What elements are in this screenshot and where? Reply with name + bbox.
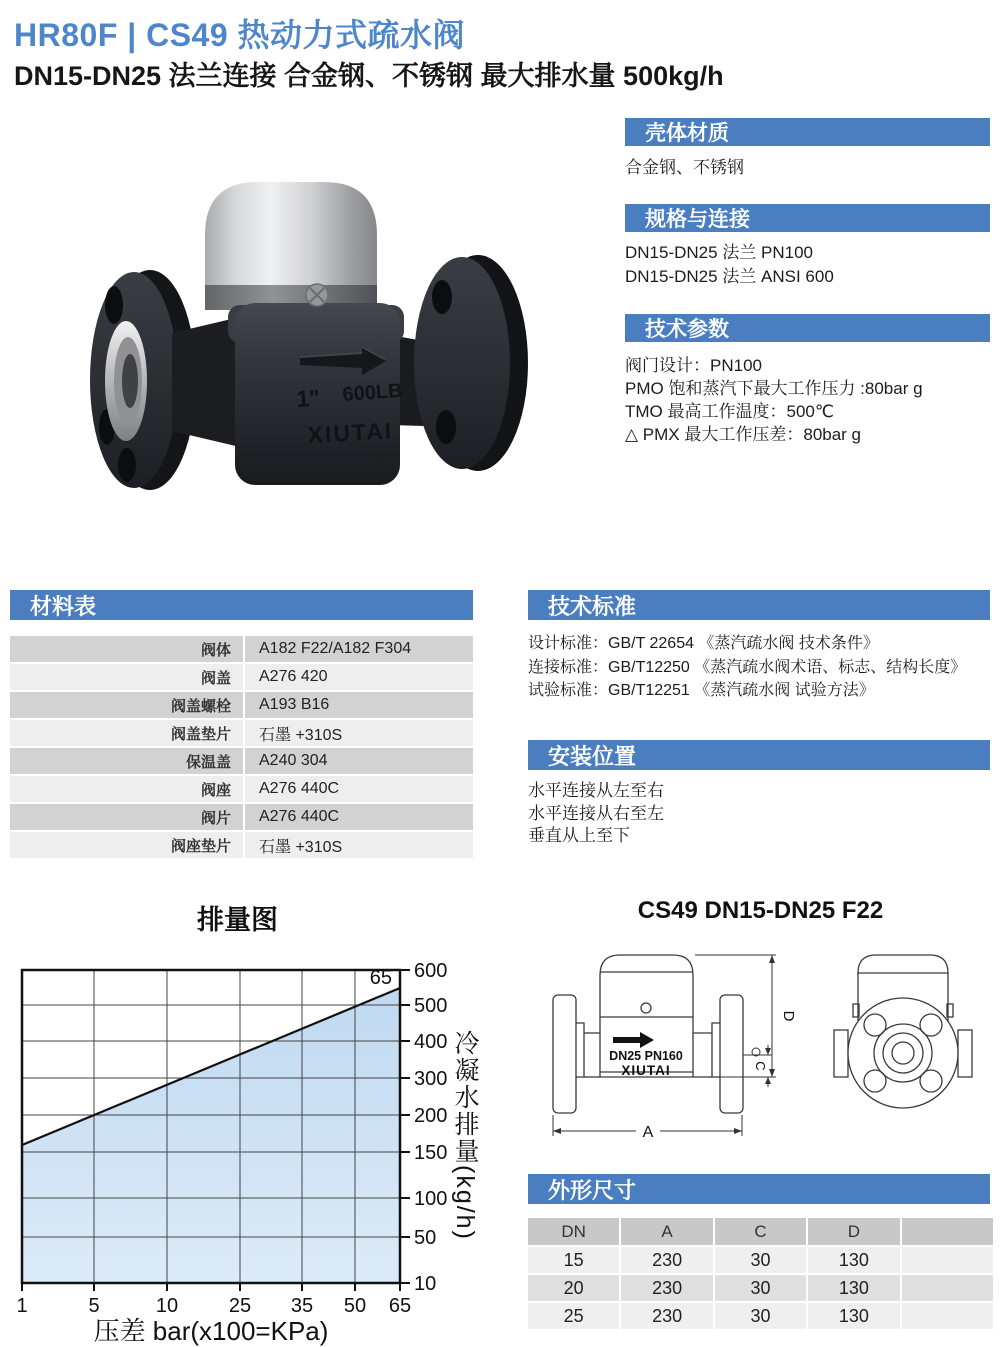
dim-cell bbox=[902, 1247, 993, 1273]
y-tick: 150 bbox=[414, 1142, 448, 1164]
y-tick: 300 bbox=[414, 1068, 448, 1090]
material-part: 保温盖 bbox=[10, 748, 243, 774]
material-spec: A193 B16 bbox=[245, 692, 473, 718]
standard-line: 设计标准：GB/T 22654 《蒸汽疏水阀 技术条件》 bbox=[528, 635, 879, 652]
section-header-shell-material bbox=[625, 118, 990, 146]
section-header-dimensions bbox=[528, 1174, 990, 1204]
install-line: 水平连接从右至左 bbox=[528, 803, 664, 823]
capacity-area bbox=[22, 988, 400, 1283]
dim-cell: 25 bbox=[528, 1303, 619, 1329]
section-header-tech-standards bbox=[528, 590, 990, 620]
material-part: 阀盖 bbox=[10, 664, 243, 690]
x-tick: 35 bbox=[290, 1295, 314, 1317]
y-tick-labels bbox=[414, 960, 447, 1295]
dim-col-header: D bbox=[808, 1218, 899, 1245]
spec-connection-lines bbox=[625, 241, 834, 289]
param-line: △ PMX 最大工作压差：80bar g bbox=[625, 425, 862, 444]
section-header-tech-params bbox=[625, 314, 990, 342]
y-tick: 600 bbox=[414, 960, 448, 982]
dimension-drawing bbox=[528, 938, 995, 1155]
section-header-label: 技术参数 bbox=[645, 318, 729, 341]
y-tick: 500 bbox=[414, 995, 448, 1017]
tech-params-lines bbox=[625, 354, 923, 446]
y-tick: 400 bbox=[414, 1031, 448, 1053]
drawing-body-line1: DN25 PN160 bbox=[609, 1049, 683, 1063]
dim-cell: 15 bbox=[528, 1247, 619, 1273]
dim-cell: 230 bbox=[621, 1247, 712, 1273]
material-spec: 石墨 +310S bbox=[245, 720, 473, 746]
x-tick: 1 bbox=[16, 1295, 28, 1317]
install-line: 水平连接从左至右 bbox=[528, 781, 664, 800]
dim-cell: 130 bbox=[808, 1303, 899, 1329]
marking-brand: XIUTAI bbox=[306, 417, 394, 448]
material-spec: A182 F22/A182 F304 bbox=[245, 636, 473, 662]
right-flange bbox=[414, 255, 528, 471]
material-part: 阀盖螺栓 bbox=[10, 692, 243, 718]
front-view bbox=[553, 955, 743, 1113]
dim-c-label: C bbox=[753, 1061, 768, 1071]
dim-col-header: C bbox=[715, 1218, 806, 1245]
dim-cell: 30 bbox=[715, 1275, 806, 1301]
spec-line: DN15-DN25 法兰 ANSI 600 bbox=[625, 267, 834, 286]
section-header-label: 材料表 bbox=[30, 593, 97, 619]
y-axis-title: 冷凝水排量(kg/h) bbox=[451, 1030, 479, 1241]
discharge-chart bbox=[0, 940, 500, 1347]
dim-cell: 130 bbox=[808, 1275, 899, 1301]
section-header-label: 规格与连接 bbox=[645, 208, 750, 231]
shell-material-lines bbox=[625, 156, 744, 180]
side-view bbox=[834, 955, 972, 1108]
x-tick: 50 bbox=[343, 1295, 367, 1317]
tech-standards-lines bbox=[528, 632, 966, 703]
material-part: 阀座垫片 bbox=[10, 832, 243, 858]
material-spec: A276 440C bbox=[245, 776, 473, 802]
material-part: 阀座 bbox=[10, 776, 243, 802]
dim-cell: 130 bbox=[808, 1247, 899, 1273]
shell-material-line: 合金钢、不锈钢 bbox=[625, 158, 744, 177]
section-header-label: 安装位置 bbox=[548, 743, 637, 769]
drawing-body-line2: XIUTAI bbox=[621, 1063, 671, 1078]
dim-col-header: DN bbox=[528, 1218, 619, 1245]
param-line: 阀门设计：PN100 bbox=[625, 356, 762, 375]
x-tick: 25 bbox=[228, 1295, 252, 1317]
section-header-label: 技术标准 bbox=[548, 593, 637, 619]
param-line: TMO 最高工作温度：500℃ bbox=[625, 402, 834, 421]
dim-col-header: A bbox=[621, 1218, 712, 1245]
dim-a-label: A bbox=[642, 1124, 654, 1141]
dim-d-lines bbox=[695, 955, 776, 1077]
section-header-install-position bbox=[528, 740, 990, 770]
standard-line: 试验标准：GB/T12251 《蒸汽疏水阀 试验方法》 bbox=[528, 682, 875, 699]
y-tick: 10 bbox=[414, 1273, 437, 1295]
material-part: 阀盖垫片 bbox=[10, 720, 243, 746]
flow-arrow bbox=[613, 1032, 654, 1048]
dim-col-header bbox=[902, 1218, 993, 1245]
marking-size: 1" bbox=[295, 384, 321, 412]
product-photo bbox=[50, 135, 540, 535]
chart-title: 排量图 bbox=[197, 905, 278, 935]
dim-cell bbox=[902, 1303, 993, 1329]
y-tick: 100 bbox=[414, 1188, 448, 1210]
section-header-label: 外形尺寸 bbox=[548, 1177, 637, 1203]
dim-cell bbox=[902, 1275, 993, 1301]
material-part: 阀体 bbox=[10, 636, 243, 662]
spec-line: DN15-DN25 法兰 PN100 bbox=[625, 243, 814, 262]
x-axis-title: 压差 bar(x100=KPa) bbox=[93, 1316, 329, 1346]
x-tick: 65 bbox=[388, 1295, 412, 1317]
dim-d-label: D bbox=[780, 1010, 797, 1022]
page-title: HR80F | CS49 热动力式疏水阀 bbox=[14, 17, 466, 53]
x-tick: 5 bbox=[88, 1295, 100, 1317]
y-tick-marks bbox=[400, 970, 410, 1283]
dimensions-table bbox=[528, 1218, 993, 1329]
install-position-lines bbox=[528, 780, 664, 848]
line-label: 65 bbox=[369, 967, 392, 989]
standard-line: 连接标准：GB/T12250 《蒸汽疏水阀术语、标志、结构长度》 bbox=[528, 658, 967, 676]
dim-cell: 230 bbox=[621, 1275, 712, 1301]
section-header-materials bbox=[10, 590, 473, 620]
y-tick: 50 bbox=[414, 1227, 437, 1249]
section-header-label: 壳体材质 bbox=[645, 122, 729, 145]
material-spec: A276 420 bbox=[245, 664, 473, 690]
dim-cell: 20 bbox=[528, 1275, 619, 1301]
marking-rating: 600LB bbox=[341, 379, 404, 406]
material-spec: A240 304 bbox=[245, 748, 473, 774]
material-spec: A276 440C bbox=[245, 804, 473, 830]
param-line: PMO 饱和蒸汽下最大工作压力 :80bar g bbox=[625, 379, 923, 398]
drawing-title: CS49 DN15-DN25 F22 bbox=[637, 897, 884, 924]
dim-cell: 30 bbox=[715, 1303, 806, 1329]
material-spec: 石墨 +310S bbox=[245, 832, 473, 858]
install-line: 垂直从上至下 bbox=[528, 826, 630, 845]
dim-cell: 30 bbox=[715, 1247, 806, 1273]
page-subtitle: DN15-DN25 法兰连接 合金钢、不锈钢 最大排水量 500kg/h bbox=[14, 61, 724, 91]
materials-table bbox=[10, 636, 473, 858]
x-tick: 10 bbox=[155, 1295, 179, 1317]
material-part: 阀片 bbox=[10, 804, 243, 830]
dim-cell: 230 bbox=[621, 1303, 712, 1329]
cap-screw bbox=[306, 284, 328, 306]
section-header-spec-connection bbox=[625, 204, 990, 232]
y-tick: 200 bbox=[414, 1105, 448, 1127]
